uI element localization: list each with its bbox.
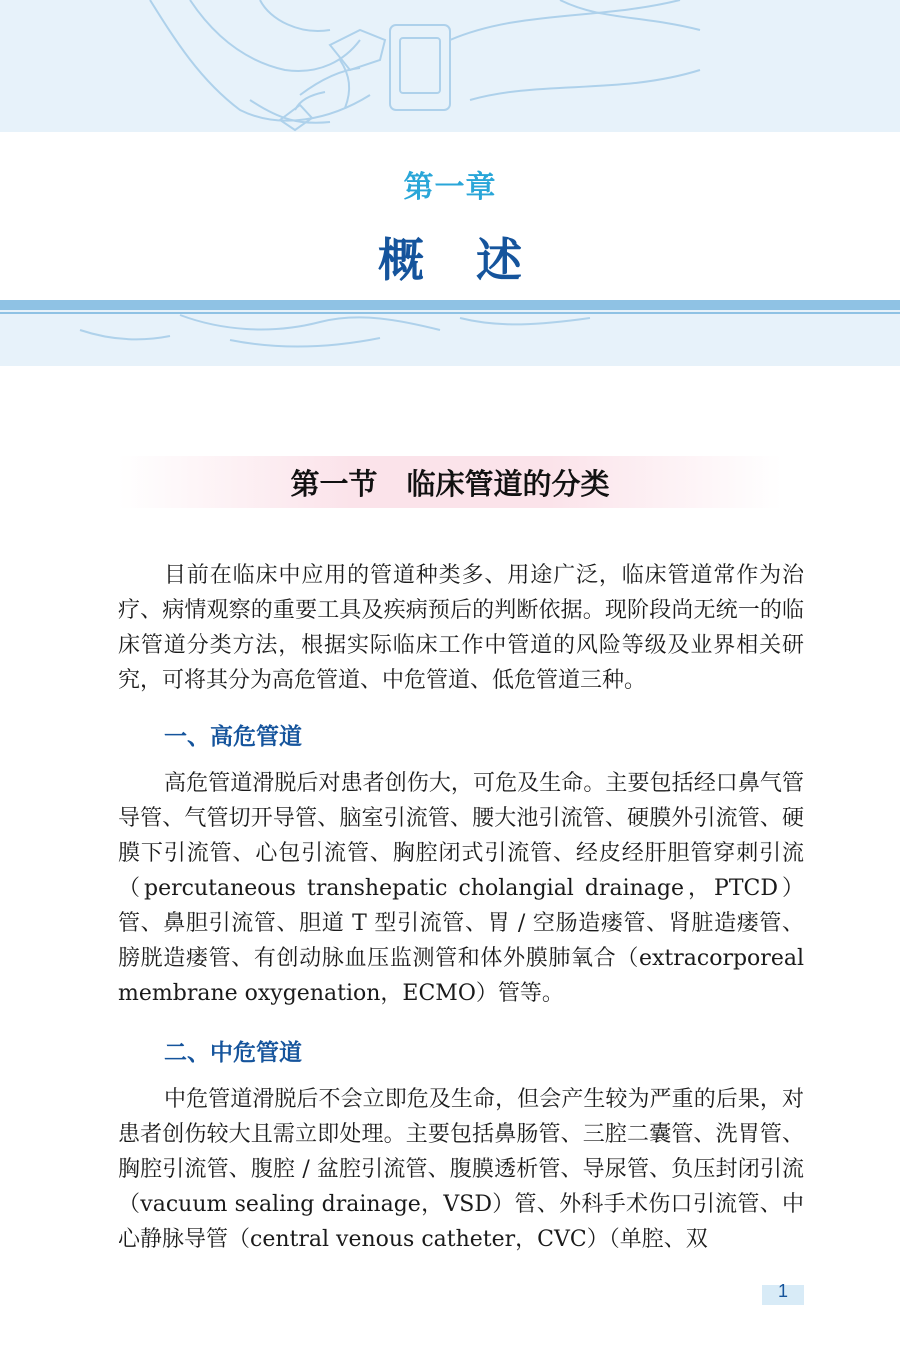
header-rule bbox=[0, 300, 900, 310]
subsection-heading-high-risk: 一、高危管道 bbox=[164, 724, 302, 750]
chapter-number: 第一章 bbox=[403, 170, 497, 205]
intro-paragraph: 目前在临床中应用的管道种类多、用途广泛，临床管道常作为治疗、病情观察的重要工具及疾病预后的判断依据。现阶段尚无统一的临床管道分类方法，根据实际临床工作中管道的风险等级及业界相关研究，可将其分为高危管道、中危管道、低危管道三种。 bbox=[118, 563, 804, 693]
header-rule-thin bbox=[0, 312, 900, 314]
subsection-heading-medium-risk: 二、中危管道 bbox=[164, 1040, 302, 1066]
chapter-title: 概述 bbox=[378, 233, 574, 287]
subsection-paragraph-medium-risk: 中危管道滑脱后不会立即危及生命，但会产生较为严重的后果，对患者创伤较大且需立即处理。主要包括鼻肠管、三腔二囊管、洗胃管、胸腔引流管、腹腔 / 盆腔引流管、腹膜透析管、导尿管、负压封闭引流（vacuum sealing drainage，VSD）管、外科手术伤口引流管、中心静脉导管（central venous catheter，CVC）（单腔、双 bbox=[118, 1087, 804, 1252]
section-title: 第一节 临床管道的分类 bbox=[290, 467, 610, 501]
subsection-paragraph-high-risk: 高危管道滑脱后对患者创伤大，可危及生命。主要包括经口鼻气管导管、气管切开导管、脑室引流管、腰大池引流管、硬膜外引流管、硬膜下引流管、心包引流管、胸腔闭式引流管、经皮经肝胆管穿刺引流（percutaneous transhepatic cholangial drainage，PTCD）管、鼻胆引流管、胆道 T 型引流管、胃 / 空肠造瘘管、肾脏造瘘管、膀胱造瘘管、有创动脉血压监测管和体外膜肺氧合（extracorporeal membrane oxygenation，ECMO）管等。 bbox=[118, 771, 804, 1006]
page-number: 1 bbox=[777, 1281, 788, 1301]
